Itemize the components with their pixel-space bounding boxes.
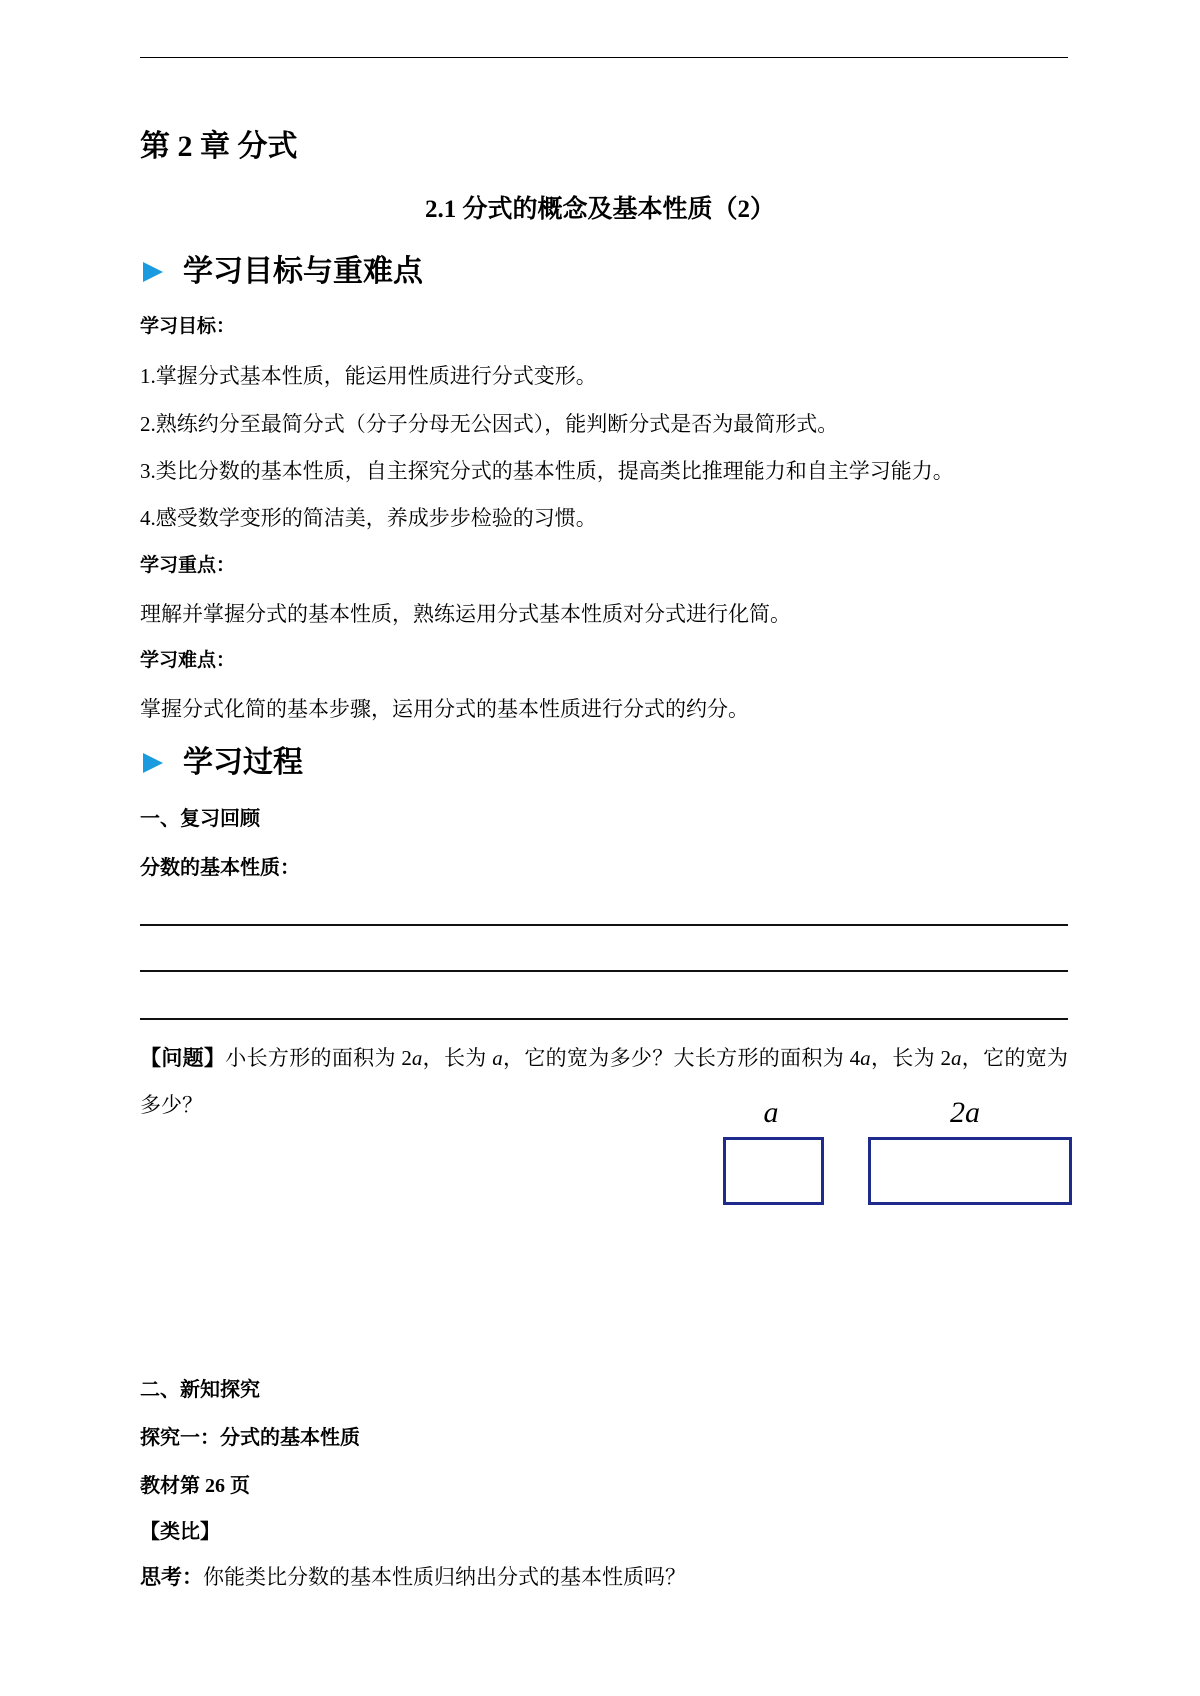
problem-text: ，它的宽为多少？ — [140, 1046, 1069, 1117]
think-text: 你能类比分数的基本性质归纳出分式的基本性质吗？ — [203, 1565, 686, 1589]
answer-line — [140, 1018, 1068, 1020]
difficulties-label: 学习难点： — [140, 650, 236, 671]
think-question — [140, 1562, 686, 1592]
problem-text: 小长方形的面积为 2 — [225, 1046, 412, 1070]
goal-item: 3.类比分数的基本性质，自主探究分式的基本性质，提高类比推理能力和自主学习能力。 — [140, 459, 954, 483]
triangle-right-icon — [143, 262, 163, 282]
goals-label: 学习目标： — [140, 316, 236, 337]
key-points-label: 学习重点： — [140, 555, 236, 576]
review-heading: 一、复习回顾 — [140, 808, 260, 830]
header-rule — [140, 57, 1068, 58]
explore-topic: 探究一：分式的基本性质 — [140, 1427, 360, 1449]
variable-a: a — [492, 1046, 503, 1070]
explore-heading: 二、新知探究 — [140, 1379, 260, 1401]
textbook-reference: 教材第 26 页 — [140, 1475, 250, 1497]
answer-line — [140, 970, 1068, 972]
problem-text: ，长为 — [422, 1046, 493, 1070]
chapter-title: 第 2 章 分式 — [140, 130, 298, 163]
triangle-right-icon — [143, 753, 163, 773]
goal-item: 4.感受数学变形的简洁美，养成步步检验的习惯。 — [140, 506, 597, 530]
goal-item: 1.掌握分式基本性质，能运用性质进行分式变形。 — [140, 364, 597, 388]
section-title: 2.1 分式的概念及基本性质（2） — [424, 196, 775, 223]
variable-a: a — [950, 1046, 962, 1070]
key-points-text: 理解并掌握分式的基本性质，熟练运用分式基本性质对分式进行化简。 — [140, 602, 791, 626]
large-rectangle — [868, 1137, 1072, 1205]
variable-a: a — [411, 1046, 423, 1070]
objectives-heading: 学习目标与重难点 — [183, 255, 423, 288]
small-rectangle-length-label: a — [763, 1096, 779, 1129]
answer-line — [140, 924, 1068, 926]
variable-a: a — [860, 1046, 871, 1070]
small-rectangle — [723, 1137, 824, 1205]
problem-tag: 【问题】 — [140, 1046, 226, 1070]
large-rectangle-length-label: 2a — [950, 1096, 980, 1129]
think-label: 思考： — [140, 1565, 203, 1589]
difficulties-text: 掌握分式化简的基本步骤，运用分式的基本性质进行分式的约分。 — [140, 697, 749, 721]
problem-text: ，它的宽为多少？大长方形的面积为 4 — [502, 1046, 861, 1070]
process-heading: 学习过程 — [183, 746, 303, 779]
problem-text: ，长为 2 — [870, 1046, 951, 1070]
analogy-tag: 【类比】 — [140, 1521, 220, 1543]
goal-item: 2.熟练约分至最简分式（分子分母无公因式），能判断分式是否为最简形式。 — [140, 412, 839, 436]
review-prompt: 分数的基本性质： — [140, 857, 300, 879]
